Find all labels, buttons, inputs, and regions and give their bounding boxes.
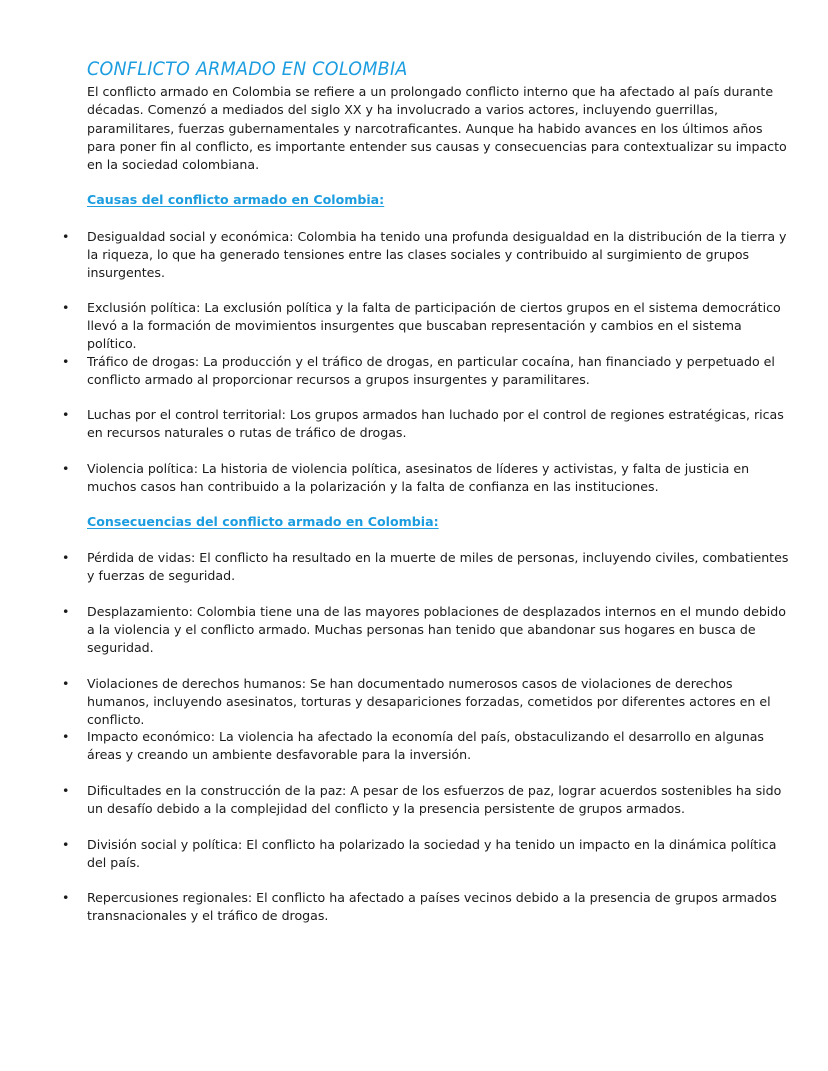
bullet-icon: • [62, 890, 70, 905]
consequences-heading: Consecuencias del conflicto armado en Colombia: [87, 514, 439, 529]
intro-paragraph: El conflicto armado en Colombia se refiere a un prolongado conflicto interno que ha afectado al país durante décadas. Comenzó a mediados del siglo XX y ha involucrado a varios actores, incluyendo guerrillas, paramilitares, fuerzas gubernamentales y narcotraficantes. Aunque ha habido avances en los últimos años para poner fin al conflicto, es importante entender sus causas y consecuencias para contextualizar su impacto en la sociedad colombiana. [87, 84, 787, 173]
bullet-icon: • [62, 550, 70, 565]
list-item-text: Dificultades en la construcción de la paz: A pesar de los esfuerzos de paz, lograr acuerdos sostenibles ha sido un desafío debido a la complejidad del conflicto y la presencia persistente de grupos armados. [87, 783, 782, 817]
list-item-text: Pérdida de vidas: El conflicto ha resultado en la muerte de miles de personas, incluyendo civiles, combatientes y fuerzas de seguridad. [87, 550, 789, 584]
bullet-icon: • [62, 461, 70, 476]
bullet-icon: • [62, 729, 70, 744]
list-item-text: División social y política: El conflicto ha polarizado la sociedad y ha tenido un impacto en la dinámica política del país. [87, 837, 777, 871]
list-item-text: Repercusiones regionales: El conflicto ha afectado a países vecinos debido a la presencia de grupos armados transnacionales y el tráfico de drogas. [87, 890, 777, 924]
list-item-text: Luchas por el control territorial: Los grupos armados han luchado por el control de regiones estratégicas, ricas en recursos naturales o rutas de tráfico de drogas. [87, 407, 784, 441]
causes-heading: Causas del conflicto armado en Colombia: [87, 192, 385, 207]
document-title: CONFLICTO ARMADO EN COLOMBIA [87, 58, 408, 80]
bullet-icon: • [62, 300, 70, 315]
list-item-text: Desigualdad social y económica: Colombia ha tenido una profunda desigualdad en la distribución de la tierra y la riqueza, lo que ha generado tensiones entre las clases sociales y contribuido al surgimiento de grupos insurgentes. [87, 229, 787, 281]
bullet-icon: • [62, 783, 70, 798]
list-item-text: Violencia política: La historia de violencia política, asesinatos de líderes y activistas, y falta de justicia en muchos casos han contribuido a la polarización y la falta de confianza en las instituciones. [87, 461, 750, 495]
list-item-text: Exclusión política: La exclusión política y la falta de participación de ciertos grupos en el sistema democrático llevó a la formación de movimientos insurgentes que buscaban representación y cambios en el sistema político. [87, 300, 781, 352]
bullet-icon: • [62, 837, 70, 852]
bullet-icon: • [62, 676, 70, 691]
list-item-text: Desplazamiento: Colombia tiene una de las mayores poblaciones de desplazados internos en el mundo debido a la violencia y el conflicto armado. Muchas personas han tenido que abandonar sus hogares en busca de seguridad. [87, 604, 787, 656]
bullet-icon: • [62, 407, 70, 422]
bullet-icon: • [62, 229, 70, 244]
bullet-icon: • [62, 604, 70, 619]
bullet-icon: • [62, 354, 70, 369]
list-item-text: Violaciones de derechos humanos: Se han documentado numerosos casos de violaciones de derechos humanos, incluyendo asesinatos, torturas y desapariciones forzadas, cometidos por diferentes actores en el conflicto. [87, 676, 771, 728]
list-item-text: Impacto económico: La violencia ha afectado la economía del país, obstaculizando el desarrollo en algunas áreas y creando un ambiente desfavorable para la inversión. [87, 729, 764, 763]
list-item-text: Tráfico de drogas: La producción y el tráfico de drogas, en particular cocaína, han financiado y perpetuado el conflicto armado al proporcionar recursos a grupos insurgentes y paramilitares. [87, 354, 775, 388]
